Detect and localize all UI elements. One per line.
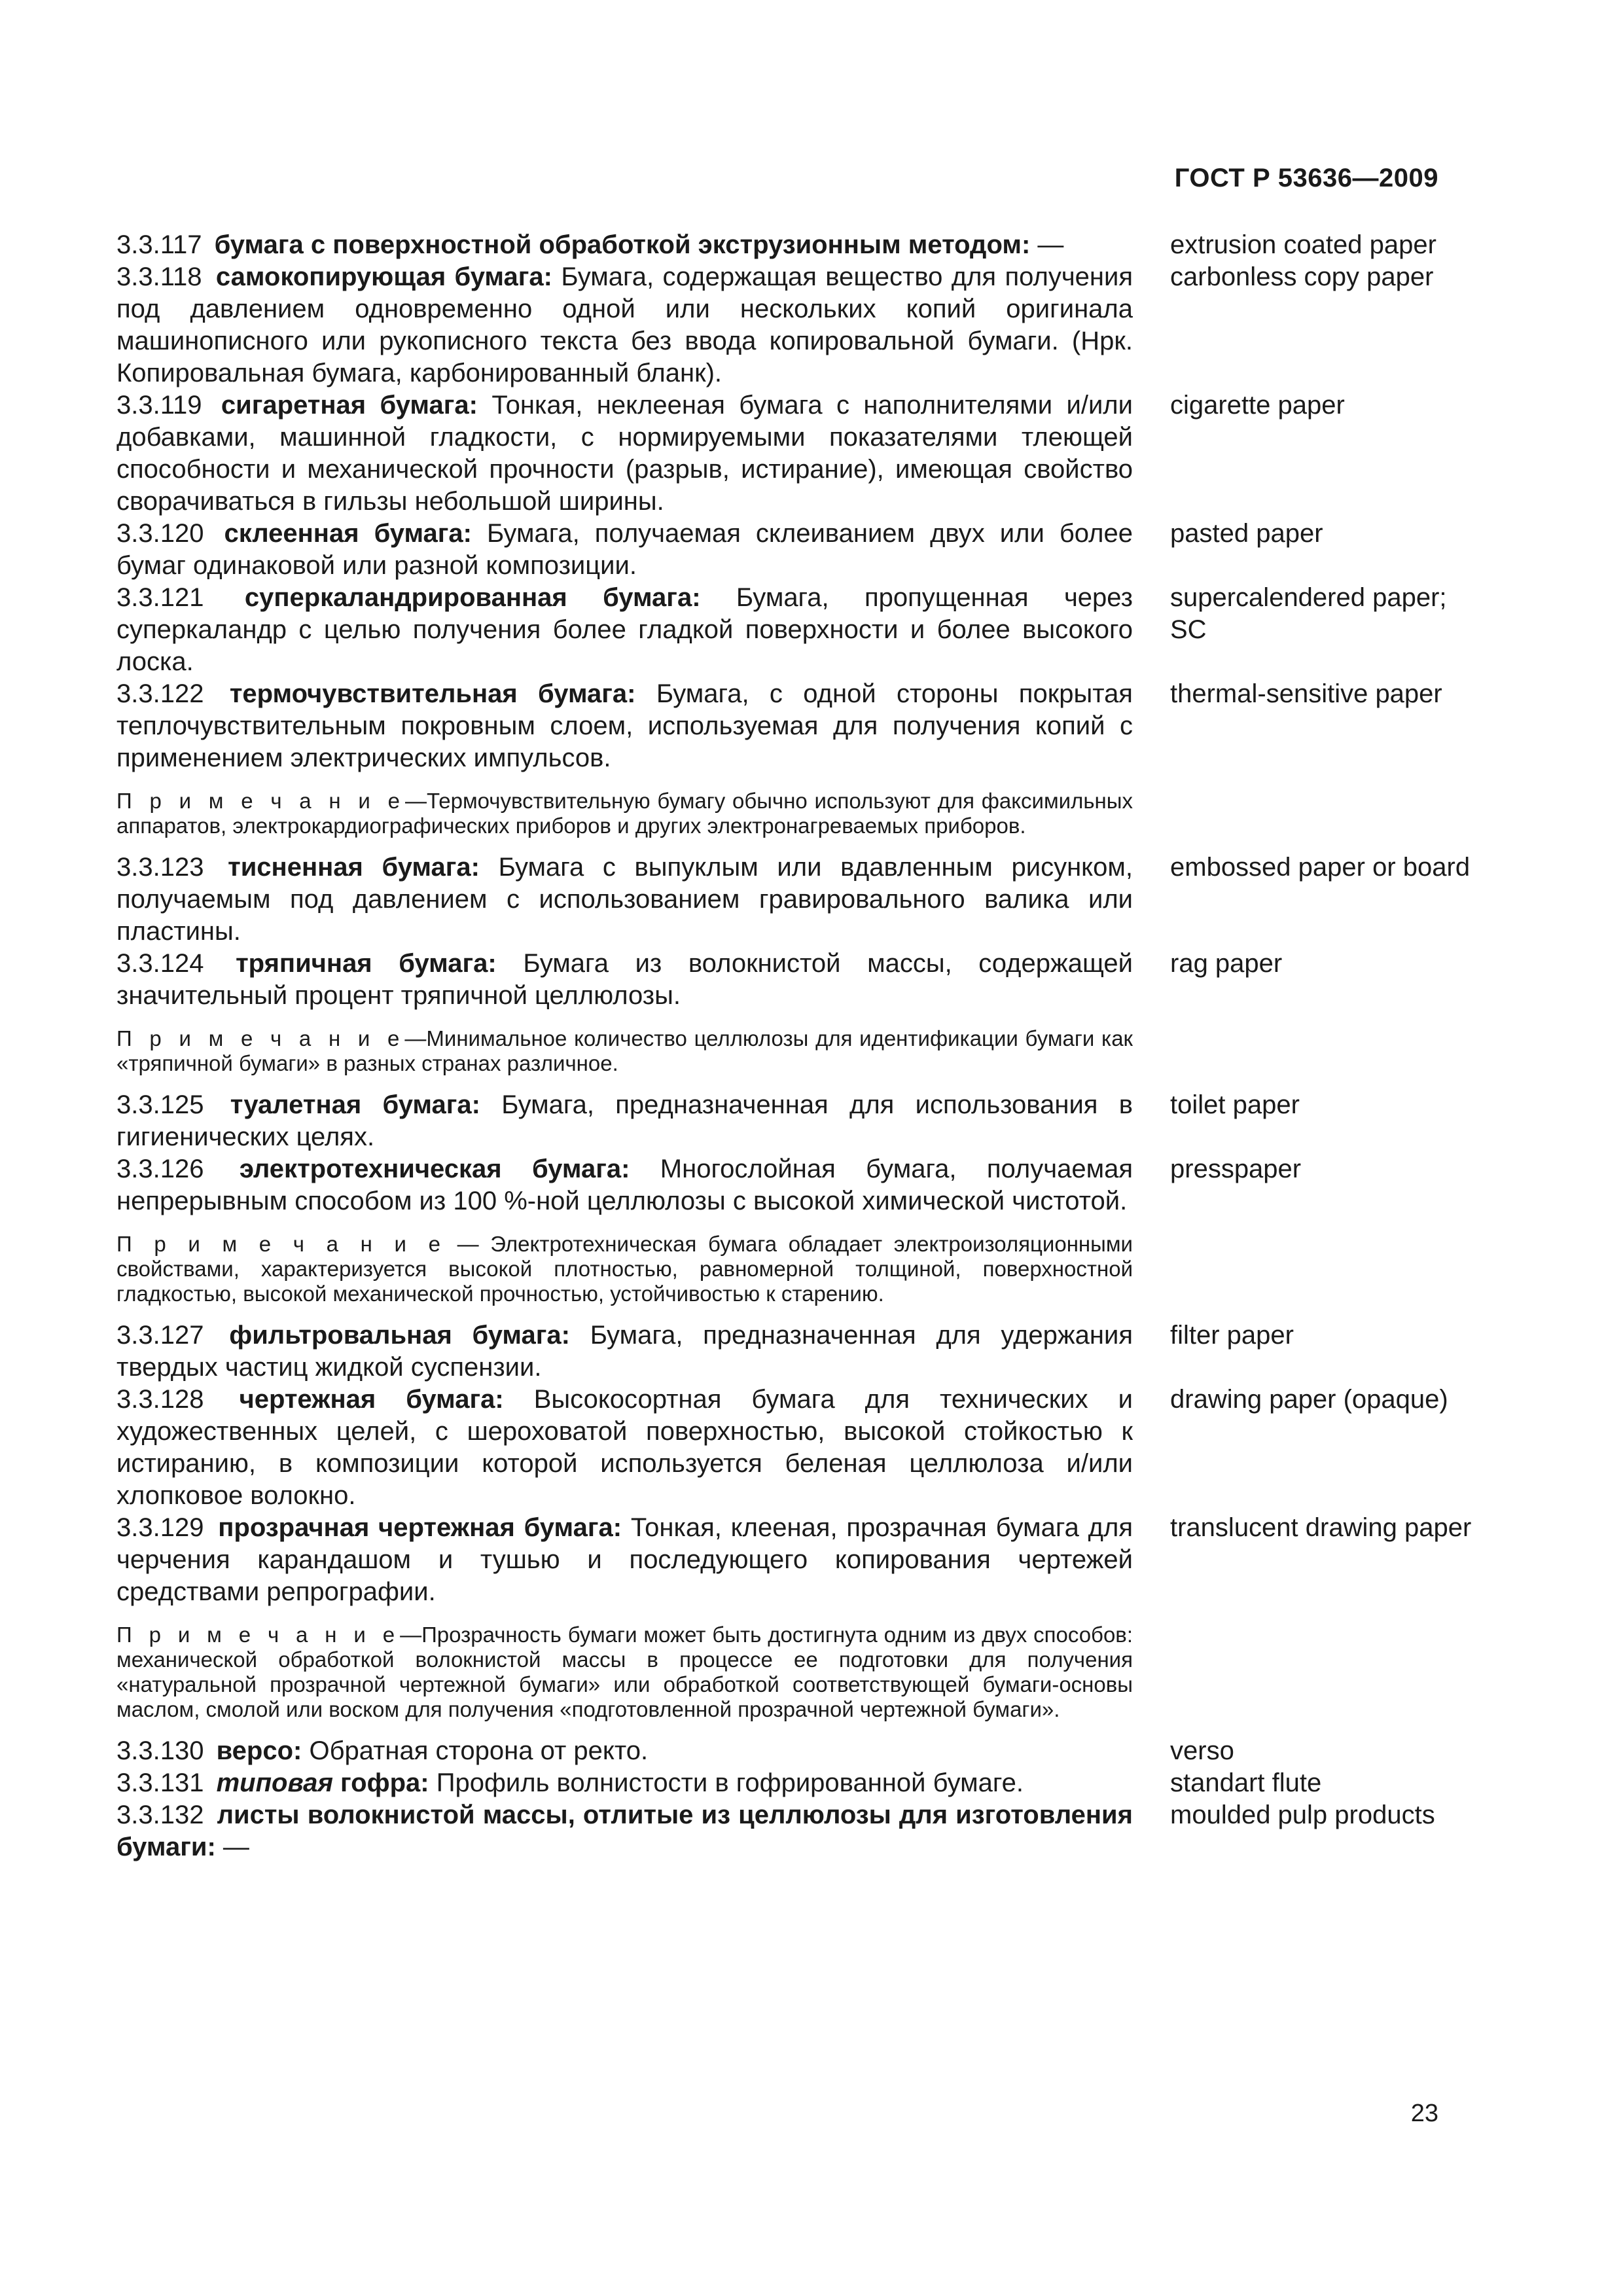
term-definition — [116, 582, 1133, 678]
term-number: 3.3.128 — [116, 1385, 204, 1414]
term-name: версо: — [216, 1736, 302, 1765]
english-equivalent: verso — [1170, 1736, 1234, 1765]
term-definition — [116, 948, 1133, 1012]
term-number: 3.3.122 — [116, 679, 204, 708]
term-definition-text: Высокосортная бумага для технических и художественных целей, с шероховатой поверхностью, высокой стойкостью к истиранию, в композиции которой используется беленая целлюлоза и/или хлопковое волокно. — [116, 1385, 1133, 1510]
term-definition-text: Бумага, получаемая склеиванием двух или более бумаг одинаковой или разной композиции. — [116, 519, 1133, 580]
term-name: сигаретная бумага: — [221, 391, 478, 420]
term-name: суперкаландрированная бумага: — [244, 583, 701, 612]
term-name — [217, 1768, 429, 1797]
note-text: Минимальное количество целлюлозы для идентификации бумаги как «тряпичной бумаги» в разных странах различное. — [116, 1026, 1133, 1075]
term-name: тряпичная бумага: — [236, 949, 497, 978]
term-number: 3.3.130 — [116, 1736, 204, 1765]
term-entry — [116, 389, 1491, 518]
term-entry — [116, 1089, 1491, 1153]
note: П р и м е ч а н и е—Термочувствительную бумагу обычно используют для факсимильных аппаратов, электрокардиографических приборов и других электронагреваемых приборов. — [116, 789, 1133, 838]
document-standard-header: ГОСТ Р 53636—2009 — [1174, 164, 1438, 192]
english-equivalent: filter paper — [1170, 1321, 1294, 1350]
term-entry — [116, 678, 1491, 774]
term-definition-text: Тонкая, неклееная бумага с наполнителями и/или добавками, машинной гладкости, с нормируемыми показателями тлеющей способности и механической прочности (разрыв, истирание), имеющая свойство сворачиваться в гильзы небольшой ширины. — [116, 391, 1133, 516]
term-name: фильтровальная бумага: — [229, 1321, 570, 1350]
english-equivalent: thermal-sensitive paper — [1170, 679, 1442, 708]
term-entry — [116, 1767, 1491, 1799]
term-definition — [116, 1384, 1133, 1512]
english-equivalent: extrusion coated paper — [1170, 230, 1436, 259]
note-label: П р и м е ч а н и е — [116, 1232, 446, 1256]
term-definition-text: — — [1037, 230, 1064, 259]
term-number: 3.3.123 — [116, 853, 204, 882]
english-equivalent: presspaper — [1170, 1155, 1302, 1183]
note: П р и м е ч а н и е—Минимальное количество целлюлозы для идентификации бумаги как «тряпичной бумаги» в разных странах различное. — [116, 1026, 1133, 1075]
term-definition — [116, 1319, 1133, 1384]
term-definition — [116, 1089, 1133, 1153]
term-definition-text: Бумага из волокнистой массы, содержащей значительный процент тряпичной целлюлозы. — [116, 949, 1133, 1010]
english-equivalent: moulded pulp products — [1170, 1801, 1435, 1829]
english-equivalent: embossed paper or board — [1170, 853, 1471, 882]
terms-list — [116, 229, 1491, 1863]
term-number: 3.3.121 — [116, 583, 204, 612]
page-number: 23 — [1410, 2100, 1438, 2127]
term-entry — [116, 229, 1491, 261]
term-definition — [116, 1799, 1133, 1863]
term-number: 3.3.126 — [116, 1155, 204, 1183]
term-number: 3.3.125 — [116, 1090, 204, 1119]
term-name-rest: гофра: — [340, 1768, 429, 1797]
note-label: П р и м е ч а н и е — [116, 1026, 405, 1050]
term-number: 3.3.129 — [116, 1513, 204, 1542]
note: П р и м е ч а н и е — Электротехническая бумага обладает электроизоляционными свойствами, характеризуется высокой плотностью, равномерной толщиной, поверхностной гладкостью, высокой механической прочностью, устойчивостью к старению. — [116, 1232, 1133, 1306]
term-name: самокопирующая бумага: — [215, 262, 552, 291]
term-definition — [116, 261, 1133, 389]
term-entry — [116, 1153, 1491, 1217]
term-entry — [116, 518, 1491, 582]
term-definition-text: Бумага с выпуклым или вдавленным рисунком, получаемым под давлением с использованием гравировального валика или пластины. — [116, 853, 1133, 946]
english-equivalent: carbonless copy paper — [1170, 262, 1434, 291]
term-number: 3.3.132 — [116, 1801, 204, 1829]
term-number: 3.3.117 — [116, 230, 202, 259]
note-text: Термочувствительную бумагу обычно используют для факсимильных аппаратов, электрокардиографических приборов и других электронагреваемых приборов. — [116, 789, 1133, 838]
term-definition-text: Профиль волнистости в гофрированной бумаге. — [436, 1768, 1024, 1797]
term-name: тисненная бумага: — [228, 853, 480, 882]
term-number: 3.3.124 — [116, 949, 204, 978]
term-definition-text: Многослойная бумага, получаемая непрерывным способом из 100 %-ной целлюлозы с высокой химической чистотой. — [116, 1155, 1133, 1215]
term-number: 3.3.131 — [116, 1768, 204, 1797]
term-name: склеенная бумага: — [224, 519, 472, 548]
term-entry — [116, 1319, 1491, 1384]
term-name: термочувствительная бумага: — [229, 679, 636, 708]
english-equivalent: supercalendered paper; SC — [1170, 583, 1447, 644]
term-name: туалетная бумага: — [230, 1090, 480, 1119]
term-entry — [116, 852, 1491, 948]
note: П р и м е ч а н и е—Прозрачность бумаги может быть достигнута одним из двух способов: механической обработкой волокнистой массы в процессе ее подготовки для получения «натуральной прозрачной чертежной бумаги» или обработкой соответствующей бумаги-основы маслом, смолой или воском для получения «подготовленной прозрачной чертежной бумаги». — [116, 1623, 1133, 1721]
term-definition-text: Тонкая, клееная, прозрачная бумага для черчения карандашом и тушью и последующего копирования чертежей средствами репрографии. — [116, 1513, 1133, 1606]
term-definition-text: Бумага, предназначенная для использования в гигиенических целях. — [116, 1090, 1133, 1151]
term-definition — [116, 1153, 1133, 1217]
term-name: прозрачная чертежная бумага: — [218, 1513, 622, 1542]
note-label: П р и м е ч а н и е — [116, 789, 405, 813]
term-number: 3.3.119 — [116, 391, 202, 420]
term-entry — [116, 582, 1491, 678]
term-entry — [116, 948, 1491, 1012]
term-definition — [116, 1735, 1133, 1767]
term-entry — [116, 1384, 1491, 1512]
english-equivalent: toilet paper — [1170, 1090, 1300, 1119]
term-definition — [116, 1512, 1133, 1608]
note-text: Электротехническая бумага обладает электроизоляционными свойствами, характеризуется высокой плотностью, равномерной толщиной, поверхностной гладкостью, высокой механической прочностью, устойчивостью к старению. — [116, 1232, 1133, 1306]
term-definition — [116, 518, 1133, 582]
term-name: электротехническая бумага: — [239, 1155, 630, 1183]
term-name: листы волокнистой массы, отлитые из целлюлозы для изготовления бумаги: — [116, 1801, 1133, 1861]
english-equivalent: standart flute — [1170, 1768, 1322, 1797]
term-definition — [116, 852, 1133, 948]
term-definition-text: Бумага, предназначенная для удержания твердых частиц жидкой суспензии. — [116, 1321, 1133, 1382]
term-definition-text: Обратная сторона от ректо. — [309, 1736, 649, 1765]
term-entry — [116, 261, 1491, 389]
term-definition-text: Бумага, содержащая вещество для получения под давлением одновременно одной или нескольких копий оригинала машинописного или рукописного текста без ввода копировальной бумаги. (Нрк. Копировальная бумага, карбонированный бланк). — [116, 262, 1133, 387]
term-entry — [116, 1512, 1491, 1608]
english-equivalent: pasted paper — [1170, 519, 1323, 548]
term-definition-text: — — [223, 1833, 249, 1861]
term-number: 3.3.118 — [116, 262, 202, 291]
note-text: Прозрачность бумаги может быть достигнута одним из двух способов: механической обработкой волокнистой массы в процессе ее подготовки для получения «натуральной прозрачной чертежной бумаги» или обработкой соответствующей бумаги-основы маслом, смолой или воском для получения «подготовленной прозрачной чертежной бумаги». — [116, 1623, 1133, 1721]
term-entry — [116, 1735, 1491, 1767]
english-equivalent: rag paper — [1170, 949, 1283, 978]
term-name: чертежная бумага: — [239, 1385, 504, 1414]
english-equivalent: translucent drawing paper — [1170, 1513, 1472, 1542]
term-name-italic: типовая — [216, 1768, 333, 1797]
english-equivalent: drawing paper (opaque) — [1170, 1385, 1448, 1414]
term-definition — [116, 229, 1133, 261]
term-number: 3.3.120 — [116, 519, 204, 548]
term-definition — [116, 1767, 1133, 1799]
term-number: 3.3.127 — [116, 1321, 204, 1350]
term-name: бумага с поверхностной обработкой экструзионным методом: — [214, 230, 1031, 259]
term-definition-text: Бумага, с одной стороны покрытая теплочувствительным покровным слоем, используемая для получения копий с применением электрических импульсов. — [116, 679, 1133, 772]
term-definition — [116, 678, 1133, 774]
term-definition-text: Бумага, пропущенная через суперкаландр с целью получения более гладкой поверхности и более высокого лоска. — [116, 583, 1133, 676]
term-definition — [116, 389, 1133, 518]
term-entry — [116, 1799, 1491, 1863]
english-equivalent: cigarette paper — [1170, 391, 1345, 420]
note-label: П р и м е ч а н и е — [116, 1623, 401, 1647]
